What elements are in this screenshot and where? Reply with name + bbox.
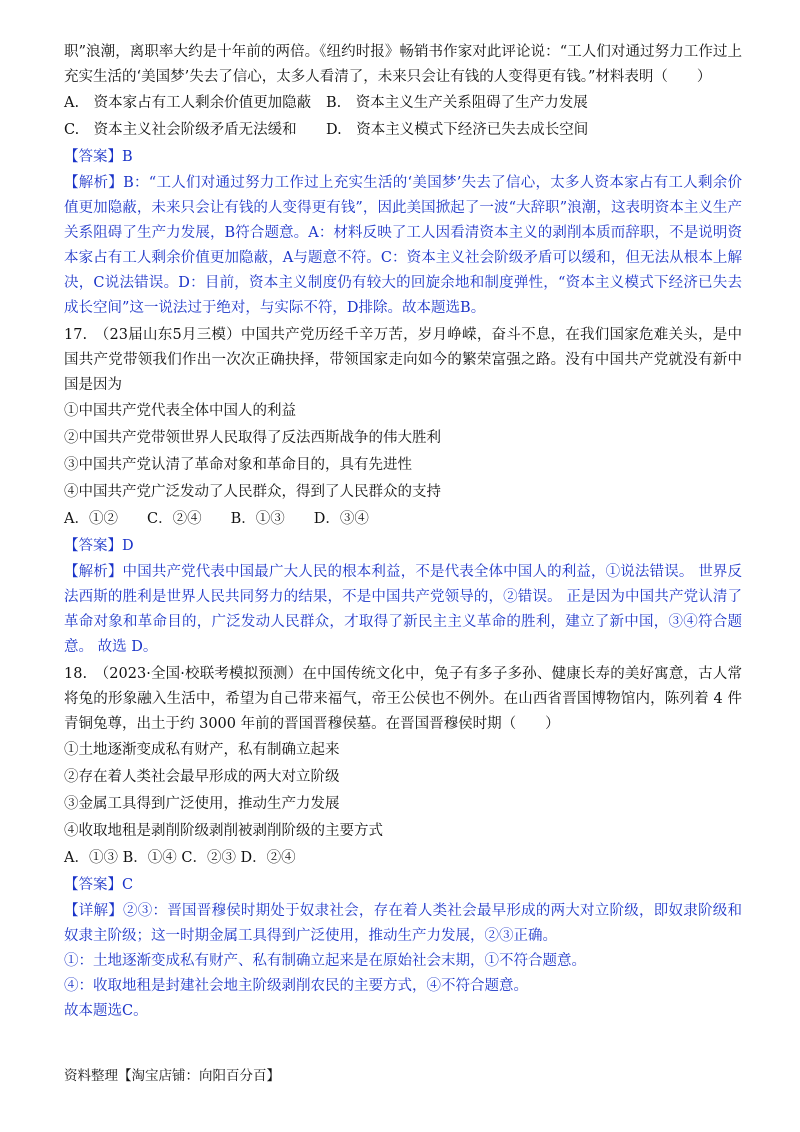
page-content bbox=[64, 40, 742, 1024]
q17-stem: 17. （23届山东5月三模）中国共产党历经千辛万苦，岁月峥嵘，奋斗不息，在我们国家危难关头，是中国共产党带领我们作出一次次正确抉择，带领国家走向如今的繁荣富强之路。没有中国共产党就没有新中国是因为 bbox=[64, 327, 742, 393]
page-footer: 资料整理【淘宝店铺：向阳百分百】 bbox=[64, 1068, 280, 1084]
q18-detail-3: ④：收取地租是封建社会地主阶级剥削农民的主要方式，④不符合题意。 bbox=[64, 978, 528, 994]
q16-answer: 【答案】B bbox=[64, 149, 133, 165]
q16-options-row1 bbox=[64, 90, 742, 117]
q16-option-d: D. 资本主义模式下经济已失去成长空间 bbox=[326, 122, 589, 138]
q16-analysis: 【解析】B：“工人们对通过努力工作过上充实生活的‘美国梦’失去了信心，太多人资本家占有工人剩余价值更加隐蔽，未来只会让有钱的人变得更有钱”，因此美国掀起了一波“大辞职”浪潮，这表明资本主义生产关系阻碍了生产力发展，B符合题意。A：材料反映了工人因看清资本主义的剥削本质而辞职，不是说明资本家占有工人剩余价值更加隐蔽，A与题意不符。C：资本主义社会阶级矛盾可以缓和，但无法从根本上解决，C说法错误。D：目前，资本主义制度仍有较大的回旋余地和制度弹性，“资本主义模式下经济已失去成长空间”这一说法过于绝对，与实际不符，D排除。故本题选B。 bbox=[64, 175, 743, 316]
q17-analysis: 【解析】中国共产党代表中国最广大人民的根本利益，不是代表全体中国人的利益，①说法错误。 世界反法西斯的胜利是世界人民共同努力的结果，不是中国共产党领导的，②错误。 正是因为中国共产党认清了革命对象和革命目的，广泛发动人民群众，才取得了新民主主义革命的胜利，建立了新中国，③④符合题意。 故选 D。 bbox=[64, 564, 742, 655]
q17-item-2: ②中国共产党带领世界人民取得了反法西斯战争的伟大胜利 bbox=[64, 430, 441, 446]
q18-stem: 18. （2023·全国·校联考模拟预测）在中国传统文化中，兔子有多子多孙、健康长寿的美好寓意，古人常将兔的形象融入生活中，希望为自己带来福气，帝王公侯也不例外。在山西省晋国博物馆内，陈列着 4 件青铜兔尊，出土于约 3000 年前的晋国晋穆侯墓。在晋国晋穆侯时期（ ） bbox=[64, 666, 742, 732]
q18-answer: 【答案】C bbox=[64, 877, 134, 893]
q18-detail-1: 【详解】②③：晋国晋穆侯时期处于奴隶社会，存在着人类社会最早形成的两大对立阶级，即奴隶阶级和奴隶主阶级；这一时期金属工具得到广泛使用，推动生产力发展，②③正确。 bbox=[64, 903, 742, 944]
q18-detail-2: ①：土地逐渐变成私有财产、私有制确立起来是在原始社会末期，①不符合题意。 bbox=[64, 953, 586, 969]
q18-item-1: ①土地逐渐变成私有财产，私有制确立起来 bbox=[64, 742, 340, 758]
q16-option-c: C. 资本主义社会阶级矛盾无法缓和 bbox=[64, 122, 297, 138]
q16-option-a: A. 资本家占有工人剩余价值更加隐蔽 bbox=[64, 95, 312, 111]
q18-detail-4: 故本题选C。 bbox=[64, 1003, 148, 1019]
q16-options-row2 bbox=[64, 117, 742, 144]
q17-options: A．①② C．②④ B．①③ D．③④ bbox=[64, 511, 369, 527]
q17-item-3: ③中国共产党认清了革命对象和革命目的，具有先进性 bbox=[64, 457, 412, 473]
q17-item-4: ④中国共产党广泛发动了人民群众，得到了人民群众的支持 bbox=[64, 484, 441, 500]
q18-item-3: ③金属工具得到广泛使用，推动生产力发展 bbox=[64, 796, 340, 812]
q18-options: A．①③ B．①④ C．②③ D．②④ bbox=[64, 850, 296, 866]
q16-option-b: B. 资本主义生产关系阻碍了生产力发展 bbox=[326, 95, 588, 111]
q17-item-1: ①中国共产党代表全体中国人的利益 bbox=[64, 403, 296, 419]
q18-item-4: ④收取地租是剥削阶级剥削被剥削阶级的主要方式 bbox=[64, 823, 383, 839]
q18-item-2: ②存在着人类社会最早形成的两大对立阶级 bbox=[64, 769, 340, 785]
q16-stem: 职”浪潮，离职率大约是十年前的两倍。《纽约时报》畅销书作家对此评论说：“工人们对通过努力工作过上充实生活的‘美国梦’失去了信心，太多人看清了，未来只会让有钱的人变得更有钱。”材料表明（ ） bbox=[64, 44, 742, 85]
q17-answer: 【答案】D bbox=[64, 538, 134, 554]
